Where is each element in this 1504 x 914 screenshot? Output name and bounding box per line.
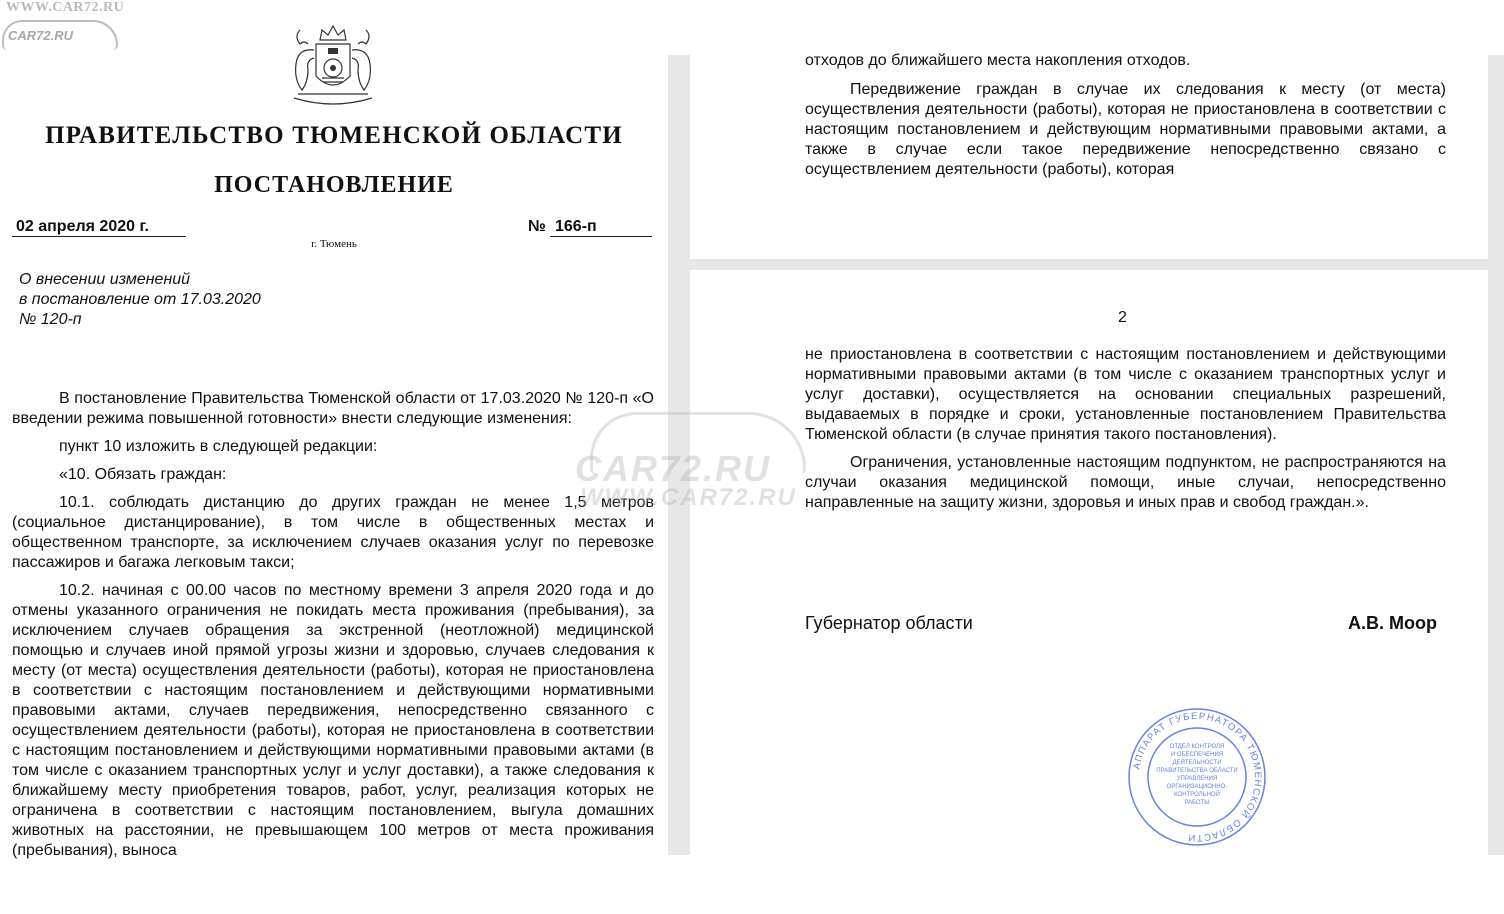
continuation-line: отходов до ближайшего места накопления отходов. <box>805 52 1191 69</box>
decree-body <box>12 389 654 869</box>
svg-text:ДЕЯТЕЛЬНОСТИ: ДЕЯТЕЛЬНОСТИ <box>1172 760 1222 766</box>
watermark-logo: CAR72.RU <box>8 28 74 43</box>
signatory-title: Губернатор области <box>805 613 973 633</box>
page-separator <box>690 259 1488 270</box>
svg-text:УПРАВЛЕНИЯ: УПРАВЛЕНИЯ <box>1176 776 1218 782</box>
subject-line: № 120-п <box>19 311 82 328</box>
signatory-name: А.В. Моор <box>1348 613 1437 633</box>
paragraph: пункт 10 изложить в следующей редакции: <box>59 438 378 455</box>
decree-date: 02 апреля 2020 г. <box>12 218 186 237</box>
decree-number: 166-п <box>550 218 652 237</box>
paragraph: В постановление Правительства Тюменской области от 17.03.2020 № 120-п «О введении режима повышенной готовности» внести следующие изменения: <box>12 390 654 427</box>
svg-text:И ОБЕСПЕЧЕНИЯ: И ОБЕСПЕЧЕНИЯ <box>1170 752 1224 758</box>
svg-text:ОРГАНИЗАЦИОННО-: ОРГАНИЗАЦИОННО- <box>1166 784 1228 790</box>
page-edge <box>1488 55 1504 855</box>
watermark-center-url: WWW.CAR72.RU <box>580 484 797 511</box>
page-two-body <box>805 345 1446 521</box>
subject-line: в постановление от 17.03.2020 <box>19 291 261 308</box>
decree-subject <box>19 270 261 330</box>
continuation-paragraph: не приостановлена в соответствии с настоящим постановлением и действующими нормативными правовыми актами (в том числе с оказанием транспортных услуг и услуг доставки), осуществляется на основании специальных разрешений, выдаваемых в порядке и сроки, установленные постановлением Правительства Тюменской области (в случае принятия такого постановления). <box>805 346 1446 443</box>
number-sign: № <box>528 218 546 235</box>
watermark-center-logo: CAR72.RU <box>575 448 772 489</box>
page-number: 2 <box>1118 309 1127 326</box>
svg-text:КОНТРОЛЬНОЙ: КОНТРОЛЬНОЙ <box>1174 792 1220 798</box>
paragraph: «10. Обязать граждан: <box>59 466 227 483</box>
paragraph: Передвижение граждан в случае их следования к месту (от места) осуществления деятельности (работы), которая не приостановлена в соответствии с настоящим постановлением и действующим нормативными правовыми актами, а также в случае если такое передвижение непосредственно связано с осуществлением деятельности (работы), которая <box>805 81 1446 178</box>
page-one-end <box>805 51 1446 188</box>
subject-line: О внесении изменений <box>19 271 191 288</box>
svg-text:ОТДЕЛ КОНТРОЛЯ: ОТДЕЛ КОНТРОЛЯ <box>1169 744 1225 750</box>
official-stamp-icon <box>1126 706 1268 848</box>
city: г. Тюмень <box>311 238 357 250</box>
document-type: ПОСТАНОВЛЕНИЕ <box>214 172 454 198</box>
paragraph: 10.1. соблюдать дистанцию до других граждан не менее 1,5 метров (социальное дистанцирование), в том числе в общественных местах и общественном транспорте, за исключением случаев оказания услуг по перевозке пассажиров и багажа легковым такси; <box>12 494 654 571</box>
svg-text:РАБОТЫ: РАБОТЫ <box>1184 800 1210 806</box>
svg-text:ПРАВИТЕЛЬСТВА ОБЛАСТИ: ПРАВИТЕЛЬСТВА ОБЛАСТИ <box>1156 768 1238 774</box>
page-one <box>0 0 668 914</box>
svg-text:АППАРАТ ГУБЕРНАТОРА ТЮМЕНСКОЙ: АППАРАТ ГУБЕРНАТОРА ТЮМЕНСКОЙ ОБЛАСТИ <box>1131 710 1264 844</box>
watermark-url: WWW.CAR72.RU <box>6 0 125 15</box>
coat-of-arms-icon <box>278 20 388 110</box>
paragraph: Ограничения, установленные настоящим подпунктом, не распространяются на случаи оказания медицинской помощи, иные случаи, непосредственно направленные на защиту жизни, здоровья и иных прав и свобод граждан.». <box>805 454 1446 511</box>
government-title: ПРАВИТЕЛЬСТВО ТЮМЕНСКОЙ ОБЛАСТИ <box>45 122 623 149</box>
paragraph: 10.2. начиная с 00.00 часов по местному времени 3 апреля 2020 года и до отмены указанного ограничения не покидать места проживания (пребывания), за исключением случаев обращения за экстренной (неотложной) медицинской помощью и случаев иной прямой угрозы жизни и здоровью, случаев следования к месту (от места) осуществления деятельности (работы), которая не приостановлена в соответствии с настоящим постановлением и действующими нормативными правовыми актами, случаев передвижения, непосредственно связанного с осуществлением деятельности (работы), которая не приостановлена в соответствии с настоящим постановлением и действующими нормативными правовыми актами (в том числе с оказанием транспортных услуг и услуг доставки), а также следования к ближайшему месту приобретения товаров, работ, услуг, реализация которых не ограничена в соответствии с настоящим постановлением, выгула домашних животных на расстоянии, не превышающем 100 метров от места проживания (пребывания), выноса <box>12 582 654 859</box>
